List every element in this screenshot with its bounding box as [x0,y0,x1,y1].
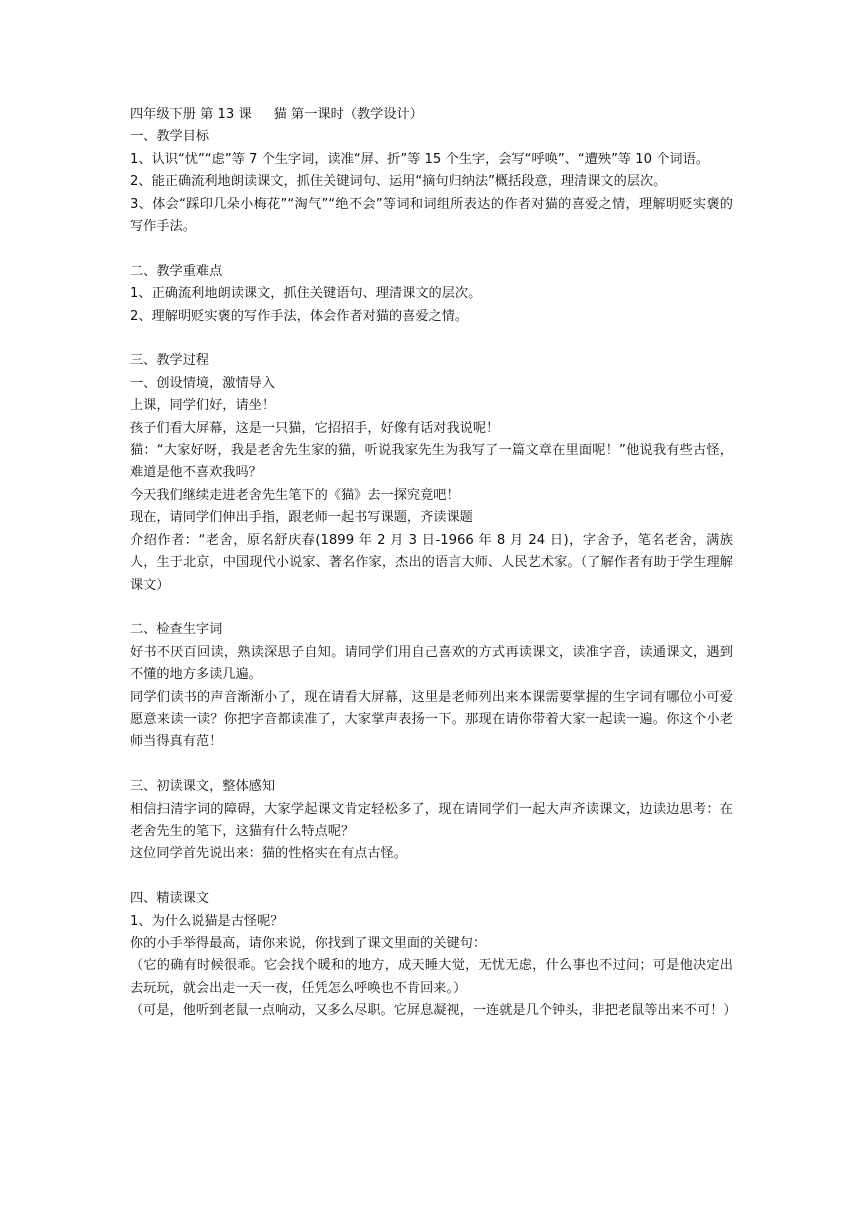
blank-line [130,754,733,776]
close-reading-paragraph: 你的小手举得最高，请你来说，你找到了课文里面的关键句： [130,935,487,951]
vocabulary-paragraph: 好书不厌百回读，熟读深思子自知。请同学们用自己喜欢的方式再读课文，读准字音，读通课文，遇到不懂的地方多读几遍。 [130,644,733,683]
section-heading-keypoints: 二、教学重难点 [130,263,223,279]
goal-item-3: 3、体会“踩印几朵小梅花”“淘气”“绝不会”等词和词组所表达的作者对猫的喜爱之情，理解明贬实褒的写作手法。 [130,196,733,235]
goal-item-2: 2、能正确流利地朗读课文，抓住关键词句、运用“摘句归纳法”概括段意，理清课文的层次。 [130,174,667,190]
blank-line [130,597,733,619]
subsection-heading-close-reading: 四、精读课文 [130,891,210,907]
subsection-heading-intro: 一、创设情境，激情导入 [130,375,276,391]
keypoint-item-1: 1、正确流利地朗读课文，抓住关键语句、理清课文的层次。 [130,286,482,302]
subsection-heading-first-reading: 三、初读课文，整体感知 [130,779,276,795]
vocabulary-paragraph: 同学们读书的声音渐渐小了，现在请看大屏幕，这里是老师列出来本课需要掌握的生字词有哪位小可爱愿意来读一读？你把字音都读准了，大家掌声表扬一下。那现在请你带着大家一起读一遍。你这个小老师当得真有范！ [130,689,733,750]
author-introduction: 介绍作者：“老舍，原名舒庆春(1899 年 2 月 3 日-1966 年 8 月 24 日)，字舍予，笔名老舍，满族人，生于北京，中国现代小说家、著名作家，杰出的语言大师、人民艺术家。（了解作者有助于学生理解课文） [130,532,733,593]
goal-item-1: 1、认识“忧”“虑”等 7 个生字词，读准“屏、折”等 15 个生字，会写“呼唤”、“遭殃”等 10 个词语。 [130,151,709,167]
section-heading-goals: 一、教学目标 [130,129,210,145]
section-heading-process: 三、教学过程 [130,353,210,369]
document-page [130,104,737,1023]
blank-line [130,328,733,350]
blank-line [130,238,733,260]
title-topic: 猫 第一课时（教学设计） [273,107,423,122]
close-reading-question: 1、为什么说猫是古怪呢？ [130,913,284,929]
first-reading-paragraph: 这位同学首先说出来：猫的性格实在有点古怪。 [130,846,407,862]
intro-paragraph: 今天我们继续走进老舍先生笔下的《猫》去一探究竟吧！ [130,487,460,503]
subsection-heading-vocabulary: 二、检查生字词 [130,622,223,638]
quoted-passage: （可是，他听到老鼠一点响动，又多么尽职。它屏息凝视，一连就是几个钟头，非把老鼠等出来不可！） [130,1003,737,1019]
keypoint-item-2: 2、理解明贬实褒的写作手法，体会作者对猫的喜爱之情。 [130,308,469,324]
intro-paragraph: 猫：“大家好呀，我是老舍先生家的猫，听说我家先生为我写了一篇文章在里面呢！”他说我有些古怪，难道是他不喜欢我吗？ [130,443,733,481]
first-reading-paragraph: 相信扫清字词的障碍，大家学起课文肯定轻松多了，现在请同学们一起大声齐读课文，边读边思考：在老舍先生的笔下，这猫有什么特点呢？ [130,801,733,839]
quoted-passage: （它的确有时候很乖。它会找个暖和的地方，成天睡大觉，无忧无虑，什么事也不过问；可是他决定出去玩玩，就会出走一天一夜，任凭怎么呼唤也不肯回来。） [130,958,733,996]
intro-paragraph: 现在，请同学们伸出手指，跟老师一起书写课题，齐读课题 [130,510,473,526]
intro-paragraph: 上课，同学们好，请坐！ [130,398,276,414]
title-lesson: 四年级下册 第 13 课 [130,107,252,122]
intro-paragraph: 孩子们看大屏幕，这是一只猫，它招招手，好像有话对我说呢！ [130,420,500,436]
blank-line [130,866,733,888]
document-title [130,104,733,126]
